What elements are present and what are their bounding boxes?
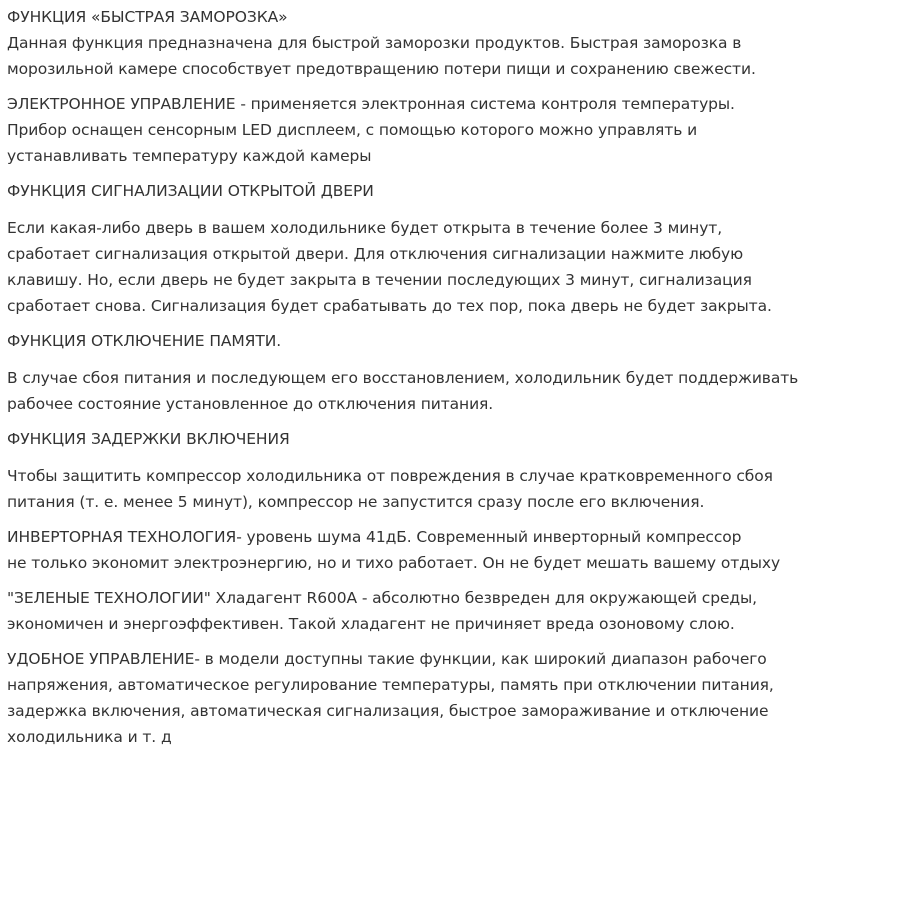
text-line: устанавливать температуру каждой камеры — [7, 147, 372, 165]
text-line: задержка включения, автоматическая сигнализация, быстрое замораживание и отключение — [7, 702, 769, 720]
text-line: не только экономит электроэнергию, но и тихо работает. Он не будет мешать вашему отдыху — [7, 554, 781, 572]
text-line: питания (т. е. менее 5 минут), компрессор не запустится сразу после его включения. — [7, 493, 705, 511]
text-line: ФУНКЦИЯ «БЫСТРАЯ ЗАМОРОЗКА» — [7, 8, 288, 26]
text-line: ФУНКЦИЯ ОТКЛЮЧЕНИЕ ПАМЯТИ. — [7, 332, 282, 350]
convenient-control-paragraph — [7, 646, 913, 750]
text-line: ЭЛЕКТРОННОЕ УПРАВЛЕНИЕ - применяется электронная система контроля температуры. — [7, 95, 735, 113]
text-line: ФУНКЦИЯ ЗАДЕРЖКИ ВКЛЮЧЕНИЯ — [7, 430, 290, 448]
delay-text — [7, 463, 913, 515]
delay-heading — [7, 426, 913, 452]
memory-heading — [7, 328, 913, 354]
text-line: сработает сигнализация открытой двери. Для отключения сигнализации нажмите любую — [7, 245, 744, 263]
text-line: Данная функция предназначена для быстрой заморозки продуктов. Быстрая заморозка в — [7, 34, 742, 52]
text-line: морозильной камере способствует предотвращению потери пищи и сохранению свежести. — [7, 60, 756, 78]
text-line: УДОБНОЕ УПРАВЛЕНИЕ- в модели доступны такие функции, как широкий диапазон рабочего — [7, 650, 767, 668]
door-alarm-text — [7, 215, 913, 319]
text-line: Прибор оснащен сенсорным LED дисплеем, с помощью которого можно управлять и — [7, 121, 698, 139]
text-line: ФУНКЦИЯ СИГНАЛИЗАЦИИ ОТКРЫТОЙ ДВЕРИ — [7, 182, 374, 200]
green-tech-paragraph — [7, 585, 913, 637]
text-line: рабочее состояние установленное до отключения питания. — [7, 395, 494, 413]
text-line: холодильника и т. д — [7, 728, 172, 746]
text-line: Чтобы защитить компрессор холодильника от повреждения в случае кратковременного сбоя — [7, 467, 773, 485]
inverter-paragraph — [7, 524, 913, 576]
text-line: клавишу. Но, если дверь не будет закрыта в течении последующих 3 минут, сигнализация — [7, 271, 752, 289]
quick-freeze-text — [7, 30, 913, 82]
text-line: экономичен и энергоэффективен. Такой хладагент не причиняет вреда озоновому слою. — [7, 615, 735, 633]
text-line: Если какая-либо дверь в вашем холодильнике будет открыта в течение более 3 минут, — [7, 219, 723, 237]
text-line: В случае сбоя питания и последующем его восстановлением, холодильник будет поддерживать — [7, 369, 799, 387]
memory-text — [7, 365, 913, 417]
text-line: сработает снова. Сигнализация будет срабатывать до тех пор, пока дверь не будет закрыта. — [7, 297, 772, 315]
electronic-control-paragraph — [7, 91, 913, 169]
text-line: ИНВЕРТОРНАЯ ТЕХНОЛОГИЯ- уровень шума 41дБ. Современный инверторный компрессор — [7, 528, 742, 546]
text-line: "ЗЕЛЕНЫЕ ТЕХНОЛОГИИ" Хладагент R600A - абсолютно безвреден для окружающей среды, — [7, 589, 757, 607]
text-line: напряжения, автоматическое регулирование температуры, память при отключении питания, — [7, 676, 774, 694]
quick-freeze-heading — [7, 4, 913, 30]
door-alarm-heading — [7, 178, 913, 204]
